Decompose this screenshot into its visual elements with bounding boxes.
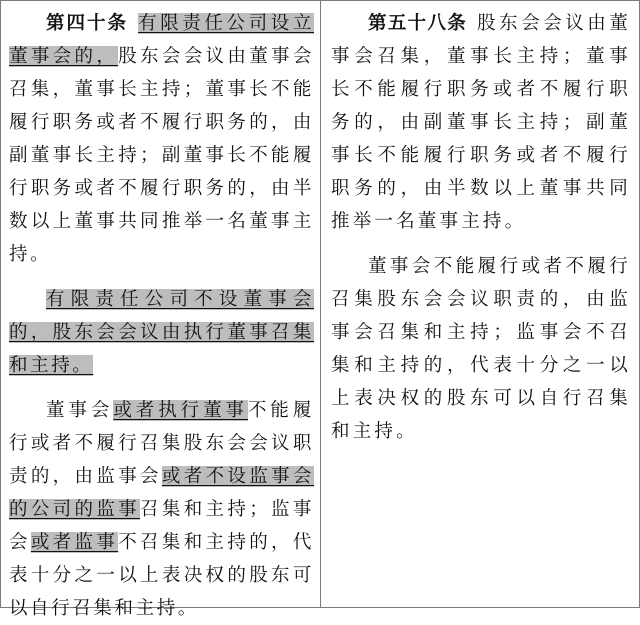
old-article-text: 股东会会议由董事会召集，董事长主持；董事长不能履行职务或者不履行职务的，由副董事长主持；副董事长不能履行职务或者不履行职务的，由半数以上董事共同推举一名董事主持。	[9, 46, 314, 265]
old-article-title: 第四十条	[46, 13, 129, 34]
new-article-paragraph-2: 董事会不能履行或者不履行召集股东会会议职责的，由监事会召集和主持；监事会不召集和主持的，代表十分之一以上表决权的股东可以自行召集和主持。	[331, 256, 631, 442]
deleted-phrase-or-supervisor: 或者监事	[30, 532, 119, 553]
deleted-text-highlight: 有限责任公司设立董事会的，	[9, 13, 314, 67]
deleted-phrase-executive-director: 或者执行董事	[113, 400, 248, 421]
text-segment: 召集和主持；监事会	[9, 499, 314, 553]
deleted-phrase-supervisor: 或者不设监事会的公司的监事	[9, 466, 315, 520]
text-segment: 不能履行或者不履行召集股东会会议职责的，由监事会	[9, 400, 314, 487]
new-article-title: 第五十八条	[368, 13, 468, 34]
old-article-paragraph-2	[9, 283, 314, 382]
old-law-column	[1, 1, 321, 619]
old-article-paragraph-3	[9, 394, 314, 625]
text-segment: 不召集和主持的，代表十分之一以上表决权的股东可以自行召集和主持。	[9, 532, 314, 619]
old-article-paragraph-1	[9, 7, 314, 271]
new-article-paragraph-1	[331, 7, 631, 238]
deleted-paragraph-highlight: 有限责任公司不设董事会的，股东会会议由执行董事召集和主持。	[9, 289, 314, 376]
new-law-column	[321, 1, 639, 607]
new-article-text: 股东会会议由董事会召集，董事长主持；董事长不能履行职务或者不履行职务的，由副董事长主持；副董事长不能履行职务或者不履行职务的，由半数以上董事共同推举一名董事主持。	[331, 13, 631, 232]
text-segment: 董事会	[46, 400, 114, 421]
